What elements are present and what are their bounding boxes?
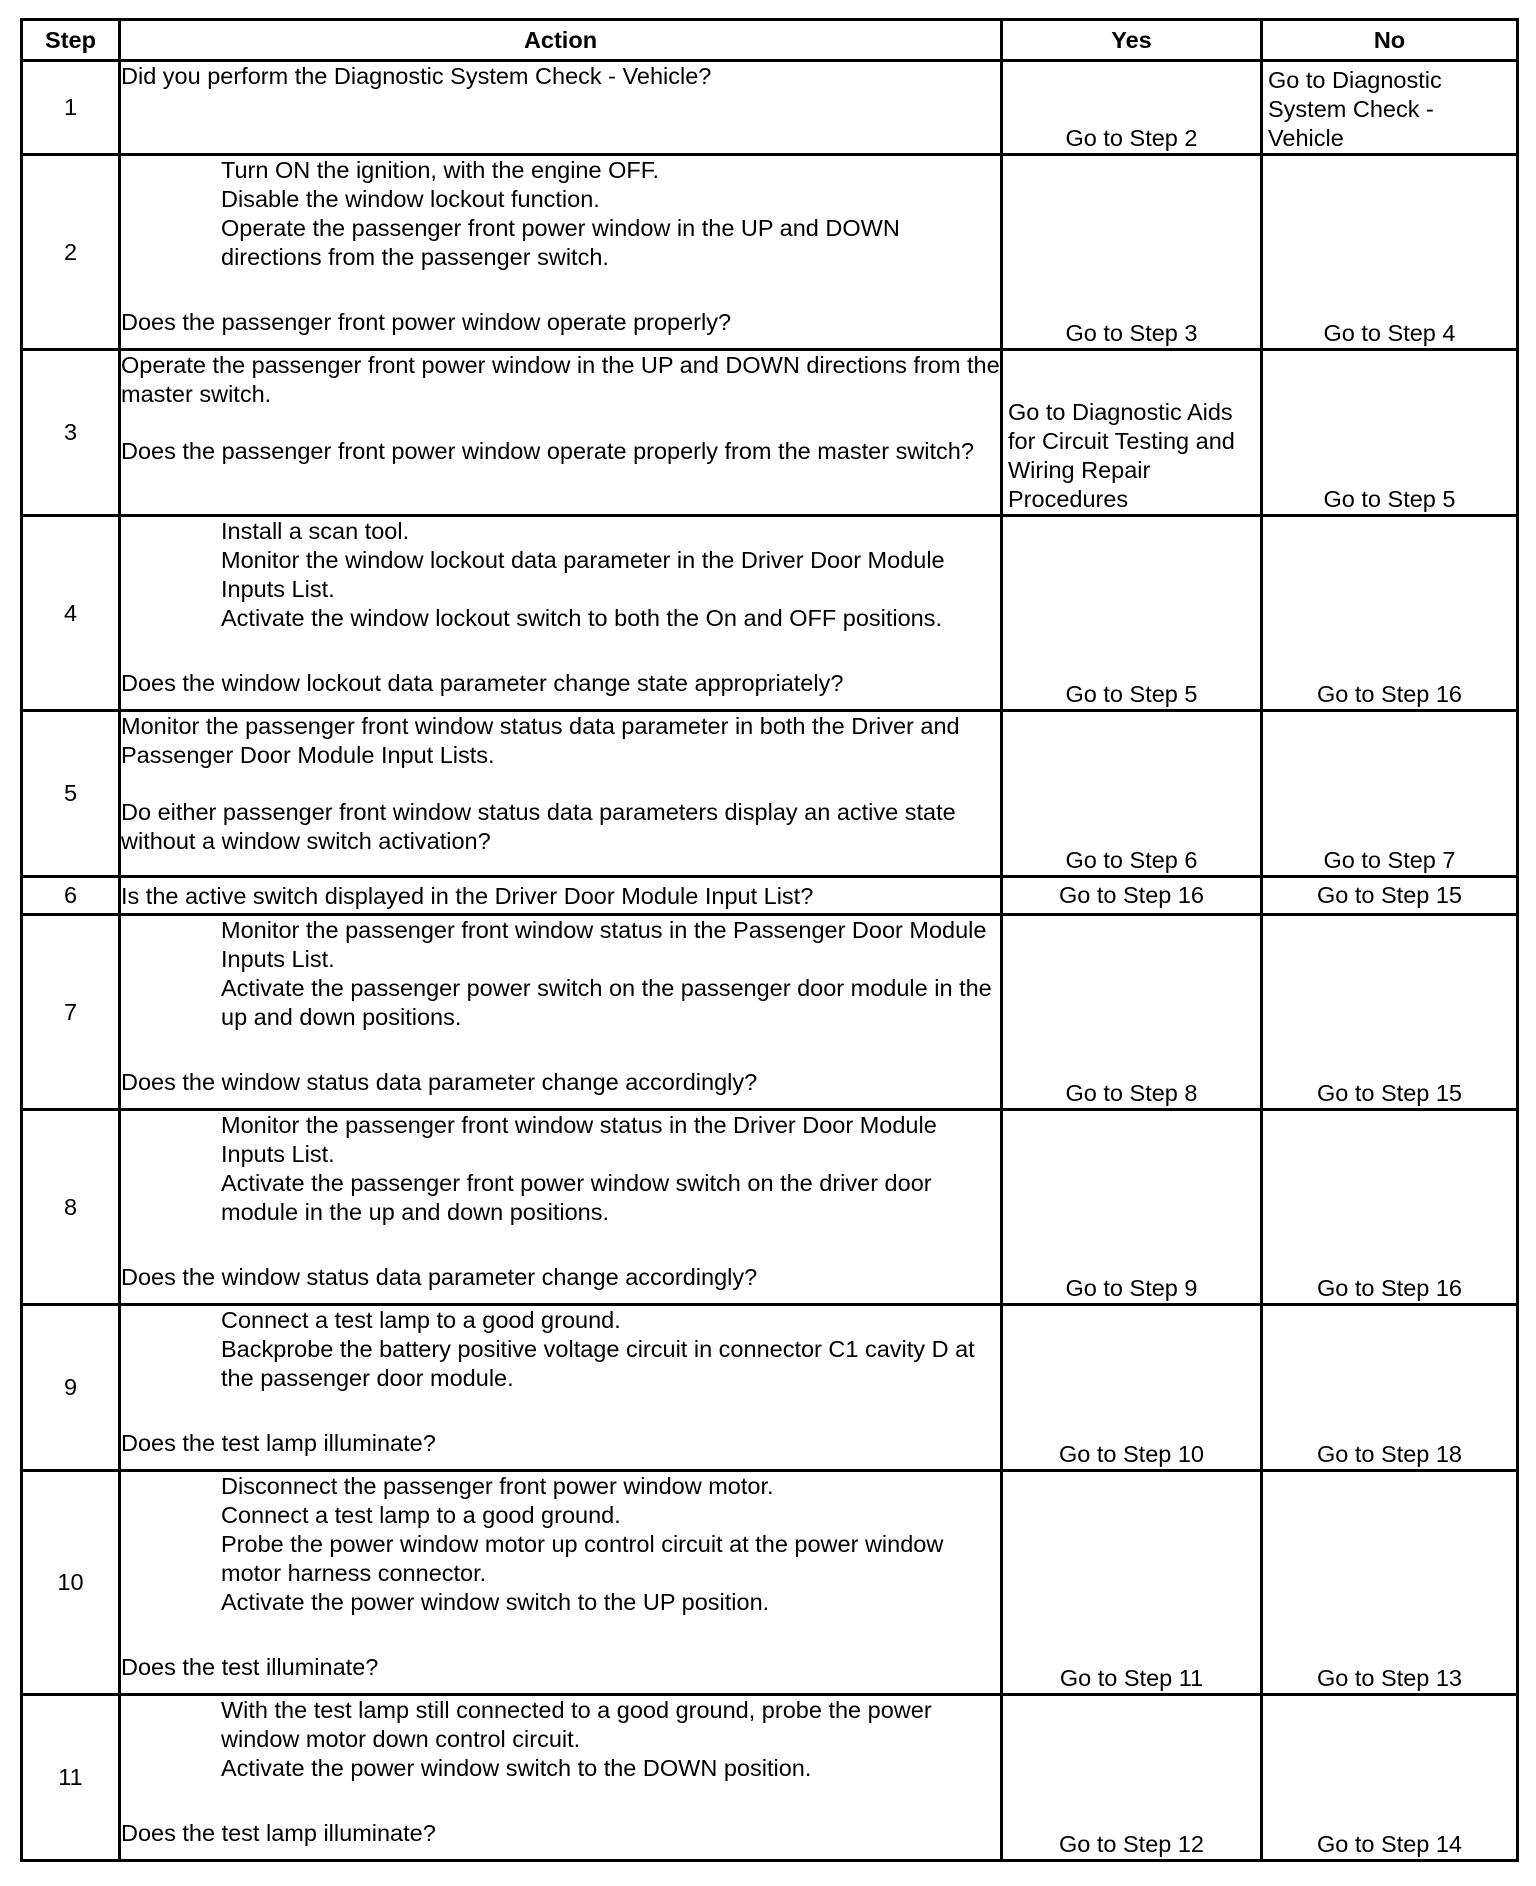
action-step-text: Disconnect the passenger front power window motor. xyxy=(221,1473,774,1499)
no-cell: Go to Step 13 xyxy=(1262,1471,1518,1695)
diagnostic-table xyxy=(20,18,1519,1862)
table-row xyxy=(22,350,1518,516)
header-step: Step xyxy=(22,20,120,61)
no-cell: Go to Step 16 xyxy=(1262,1110,1518,1305)
action-cell xyxy=(120,350,1007,516)
step-number: 5 xyxy=(22,711,120,877)
table-row xyxy=(22,1110,1518,1305)
step-number: 9 xyxy=(22,1305,120,1471)
action-question: Is the active switch displayed in the Driver Door Module Input List? xyxy=(121,883,814,909)
yes-cell: Go to Step 11 xyxy=(1002,1471,1262,1695)
table-row xyxy=(22,915,1518,1110)
table-row xyxy=(22,61,1518,155)
action-cell xyxy=(120,155,1002,350)
step-number: 6 xyxy=(22,877,120,915)
yes-cell: Go to Step 16 xyxy=(1002,877,1262,915)
no-cell: Go to Step 14 xyxy=(1262,1695,1518,1861)
table-row xyxy=(22,155,1518,350)
no-cell: Go to Step 5 xyxy=(1262,350,1518,516)
action-question: Does the passenger front power window operate properly? xyxy=(121,309,732,335)
action-step-text: Operate the passenger front power window in the UP and DOWN directions from the master switch. xyxy=(121,352,1007,407)
yes-cell: Go to Step 12 xyxy=(1002,1695,1262,1861)
action-step-text: Connect a test lamp to a good ground. xyxy=(221,1307,621,1333)
step-number: 11 xyxy=(22,1695,120,1861)
action-step-text: With the test lamp still connected to a good ground, probe the power window motor down control circuit. xyxy=(221,1697,932,1752)
action-cell xyxy=(120,1471,1002,1695)
action-step-text: Probe the power window motor up control circuit at the power window motor harness connector. xyxy=(221,1531,944,1586)
table-row xyxy=(22,1471,1518,1695)
action-question: Does the test lamp illuminate? xyxy=(121,1820,436,1846)
header-action: Action xyxy=(120,20,1002,61)
step-number: 3 xyxy=(22,350,120,516)
step-number: 4 xyxy=(22,516,120,711)
table-row xyxy=(22,516,1518,711)
yes-cell: Go to Step 8 xyxy=(1002,915,1262,1110)
step-number: 7 xyxy=(22,915,120,1110)
action-question: Does the window status data parameter change accordingly? xyxy=(121,1264,758,1290)
yes-cell: Go to Diagnostic Aids for Circuit Testing and Wiring Repair Procedures xyxy=(1002,350,1262,516)
table-row xyxy=(22,1305,1518,1471)
action-step-text: Monitor the window lockout data parameter in the Driver Door Module Inputs List. xyxy=(221,547,945,602)
action-step-text: Monitor the passenger front window status in the Passenger Door Module Inputs List. xyxy=(221,917,987,972)
action-question: Does the passenger front power window operate properly from the master switch? xyxy=(121,438,974,464)
yes-cell: Go to Step 5 xyxy=(1002,516,1262,711)
no-cell: Go to Step 15 xyxy=(1262,915,1518,1110)
action-cell xyxy=(120,711,1002,877)
action-step-text: Monitor the passenger front window status in the Driver Door Module Inputs List. xyxy=(221,1112,937,1167)
action-step-text: Backprobe the battery positive voltage circuit in connector C1 cavity D at the passenger door module. xyxy=(221,1336,975,1391)
action-question: Does the window status data parameter change accordingly? xyxy=(121,1069,758,1095)
no-cell: Go to Step 15 xyxy=(1262,877,1518,915)
yes-cell: Go to Step 3 xyxy=(1002,155,1262,350)
step-number: 8 xyxy=(22,1110,120,1305)
action-cell xyxy=(120,915,1002,1110)
action-step-text: Connect a test lamp to a good ground. xyxy=(221,1502,621,1528)
action-question: Does the window lockout data parameter change state appropriately? xyxy=(121,670,844,696)
action-question: Does the test illuminate? xyxy=(121,1654,379,1680)
yes-cell: Go to Step 9 xyxy=(1002,1110,1262,1305)
table-row xyxy=(22,877,1518,915)
action-step-text: Activate the power window switch to the UP position. xyxy=(221,1589,770,1615)
action-cell xyxy=(120,516,1002,711)
header-yes: Yes xyxy=(1002,20,1262,61)
no-cell: Go to Step 4 xyxy=(1262,155,1518,350)
action-question: Do either passenger front window status data parameters display an active state without a window switch activation? xyxy=(121,799,963,854)
action-step-text: Activate the window lockout switch to both the On and OFF positions. xyxy=(221,605,943,631)
header-row xyxy=(22,20,1518,61)
action-text: Did you perform the Diagnostic System Check - Vehicle? xyxy=(121,63,712,89)
action-step-text: Activate the power window switch to the DOWN position. xyxy=(221,1755,812,1781)
action-cell xyxy=(120,61,1002,155)
yes-cell: Go to Step 2 xyxy=(1002,61,1262,155)
action-step-text: Operate the passenger front power window in the UP and DOWN directions from the passenger switch. xyxy=(221,215,900,270)
action-cell xyxy=(120,1305,1002,1471)
header-no: No xyxy=(1262,20,1518,61)
action-step-text: Monitor the passenger front window status data parameter in both the Driver and Passenger Door Module Input Lists. xyxy=(121,713,967,768)
table-row xyxy=(22,1695,1518,1861)
action-step-text: Install a scan tool. xyxy=(221,518,410,544)
action-cell xyxy=(120,877,1002,915)
action-step-text: Activate the passenger front power window switch on the driver door module in the up and down positions. xyxy=(221,1170,932,1225)
action-step-text: Disable the window lockout function. xyxy=(221,186,600,212)
yes-cell: Go to Step 6 xyxy=(1002,711,1262,877)
step-number: 10 xyxy=(22,1471,120,1695)
table-row xyxy=(22,711,1518,877)
action-question: Does the test lamp illuminate? xyxy=(121,1430,436,1456)
action-step-text: Activate the passenger power switch on the passenger door module in the up and down positions. xyxy=(221,975,992,1030)
no-cell: Go to Step 16 xyxy=(1262,516,1518,711)
yes-cell: Go to Step 10 xyxy=(1002,1305,1262,1471)
action-cell xyxy=(120,1695,1002,1861)
action-step-text: Turn ON the ignition, with the engine OFF. xyxy=(221,157,660,183)
no-cell: Go to Step 18 xyxy=(1262,1305,1518,1471)
action-cell xyxy=(120,1110,1002,1305)
step-number: 2 xyxy=(22,155,120,350)
step-number: 1 xyxy=(22,61,120,155)
no-cell: Go to Diagnostic System Check - Vehicle xyxy=(1262,61,1518,155)
no-cell: Go to Step 7 xyxy=(1262,711,1518,877)
